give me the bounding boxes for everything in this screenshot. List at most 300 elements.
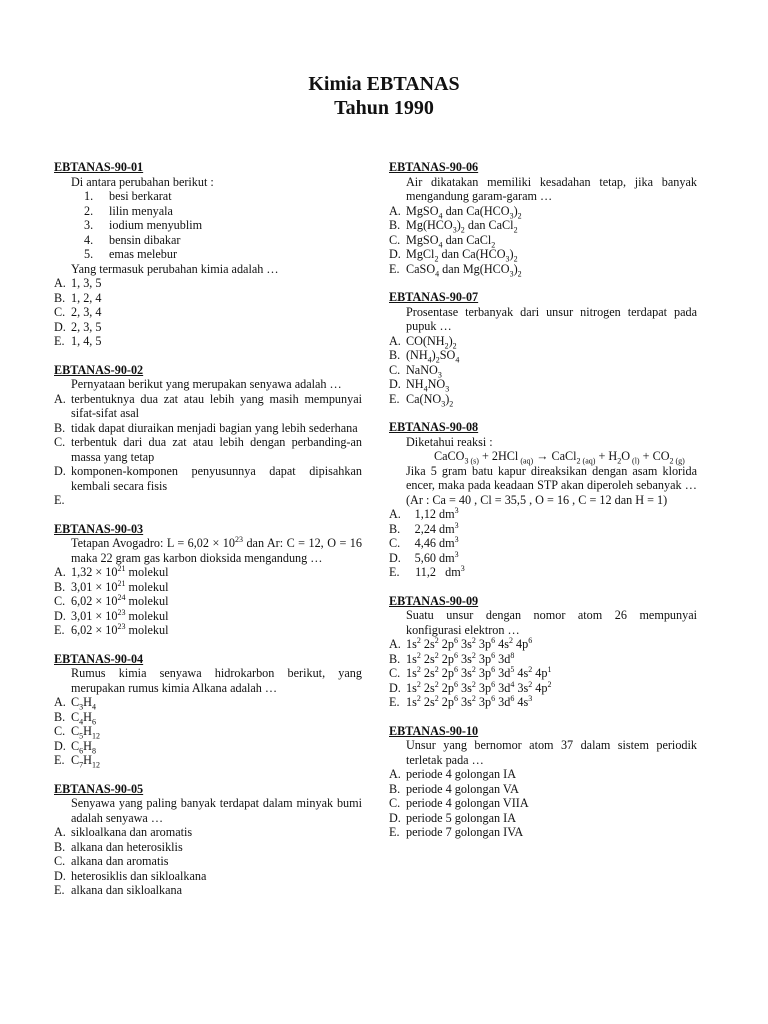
- item-number: 4.: [84, 232, 94, 247]
- item-number: 1.: [84, 189, 94, 203]
- option-text: 2, 3, 5: [71, 319, 102, 334]
- option-letter: D.: [54, 868, 66, 883]
- exponent: 24: [117, 592, 126, 602]
- electron-count: 2: [471, 650, 476, 660]
- option-a: [54, 276, 362, 291]
- option-unit: dm: [439, 536, 455, 550]
- question-stem: Rumus kimia senyawa hidrokarbon berikut, yang merupakan rumus kimia Alkana adalah …: [71, 666, 362, 695]
- question-id: EBTANAS-90-08: [389, 420, 479, 434]
- formula-part: ): [456, 218, 461, 232]
- subscript: 12: [91, 760, 100, 770]
- question-id: EBTANAS-90-06: [389, 160, 479, 174]
- subscript: 6: [91, 716, 96, 726]
- question-05: [54, 782, 362, 898]
- option-a: [389, 334, 697, 349]
- option-c: [54, 435, 362, 464]
- option-d: [389, 377, 697, 392]
- formula-part: CaCl: [551, 449, 577, 463]
- option-mantissa: 1,32 × 10: [71, 565, 118, 579]
- option-letter: E.: [389, 391, 400, 406]
- question-stem: Senyawa yang paling banyak terdapat dalam minyak bumi adalah senyawa …: [71, 796, 362, 825]
- subscript: 2: [491, 239, 496, 249]
- option-letter: B.: [54, 290, 66, 305]
- orbital: 2p: [441, 680, 454, 695]
- option-letter: E.: [389, 261, 400, 276]
- orbital: 3p: [478, 651, 492, 666]
- list-item: [84, 204, 362, 219]
- conjunction: dan: [442, 232, 467, 247]
- orbital: 4p: [516, 637, 529, 651]
- electron-count: 6: [491, 635, 496, 645]
- subscript: 4: [435, 268, 440, 278]
- option-text: 1, 3, 5: [71, 276, 102, 290]
- conjunction: dan: [439, 261, 463, 276]
- option-a: [54, 695, 362, 710]
- formula-part: 2HCl: [491, 449, 519, 463]
- orbital: 3s: [461, 651, 472, 666]
- electron-count: 4: [510, 679, 515, 689]
- orbital: 3s: [461, 695, 472, 709]
- orbital: 2s: [423, 695, 435, 709]
- orbital: 3p: [478, 637, 492, 651]
- electron-count: 2: [434, 664, 439, 674]
- subscript: 2: [517, 268, 522, 278]
- electron-count: 2: [471, 693, 476, 703]
- electron-count: 3: [528, 693, 533, 703]
- option-letter: D.: [54, 738, 66, 753]
- option-letter: B.: [54, 709, 66, 724]
- option-letter: A.: [389, 333, 401, 348]
- electron-count: 6: [528, 635, 533, 645]
- option-b: [389, 218, 697, 233]
- option-b: [54, 840, 362, 855]
- orbital: 1s: [406, 637, 417, 651]
- orbital: 4p: [535, 680, 548, 695]
- orbital: 2s: [423, 666, 435, 680]
- item-number: 3.: [84, 218, 94, 232]
- subscript: 3: [509, 210, 514, 220]
- option-a: [389, 204, 697, 219]
- conjunction: dan: [442, 203, 467, 218]
- option-unit: molekul: [125, 608, 169, 623]
- question-prompt: Jika 5 gram batu kapur direaksikan dengan asam klorida encer, maka pada keadaan STP akan diperoleh sebanyak … (Ar : Ca = 40 , Cl = 35,5 , O = 16 , C = 12 dan H = 1): [406, 463, 697, 507]
- orbital: 3s: [461, 666, 472, 680]
- option-b: [54, 291, 362, 306]
- option-b: [389, 782, 697, 797]
- question-id: EBTANAS-90-05: [54, 781, 144, 796]
- formula-part: Mg: [406, 218, 423, 232]
- option-letter: D.: [389, 550, 401, 565]
- option-mantissa: 3,01 × 10: [71, 608, 118, 623]
- orbital: 3d: [498, 651, 511, 666]
- phase: (s): [468, 456, 479, 466]
- electron-count: 2: [434, 650, 439, 660]
- subscript: 3: [437, 369, 442, 379]
- option-text: alkana dan heterosiklis: [71, 839, 183, 854]
- orbital: 2s: [423, 637, 435, 651]
- option-letter: C.: [54, 594, 66, 608]
- option-text: komponen-komponen penyusunnya dapat dipisahkan kembali secara fisis: [71, 464, 362, 493]
- question-stem: Air dikatakan memiliki kesadahan tetap, jika banyak mengandung garam-garam …: [406, 174, 697, 203]
- reaction-arrow: →: [533, 449, 552, 463]
- option-letter: E.: [389, 825, 400, 839]
- subscript: 2: [460, 225, 465, 235]
- exponent: 3: [454, 505, 459, 515]
- orbital: 2p: [441, 695, 454, 709]
- subscript: 7: [79, 760, 84, 770]
- formula-part: CO: [652, 449, 670, 463]
- electron-count: 2: [416, 664, 421, 674]
- electron-count: 2: [434, 679, 439, 689]
- subscript: 4: [438, 210, 443, 220]
- formula-part: H: [83, 753, 92, 767]
- formula-part: CaCO: [434, 449, 465, 463]
- subscript: 5: [79, 731, 84, 741]
- option-letter: B.: [389, 348, 401, 362]
- option-letter: A.: [54, 565, 66, 579]
- electron-count: 2: [528, 679, 533, 689]
- electron-count: 6: [453, 679, 458, 689]
- orbital: 4s: [517, 666, 529, 680]
- formula-part: H: [83, 695, 92, 709]
- formula-part: H: [83, 724, 92, 738]
- option-unit: molekul: [125, 594, 169, 608]
- option-a: [54, 565, 362, 580]
- formula-part: Ca(NO: [406, 391, 442, 406]
- exponent: 23: [117, 621, 126, 631]
- subscript: 3: [505, 254, 510, 264]
- formula-part: Ca: [466, 203, 480, 218]
- option-letter: B.: [389, 521, 401, 536]
- option-letter: C.: [54, 435, 66, 449]
- question-id: EBTANAS-90-01: [54, 160, 144, 174]
- option-d: [54, 609, 362, 624]
- option-a: [389, 767, 697, 782]
- option-b: [389, 522, 697, 537]
- item-text: bensin dibakar: [109, 232, 181, 247]
- option-text: periode 4 golongan VIIA: [406, 796, 529, 810]
- orbital: 3p: [478, 666, 492, 680]
- subscript: 6: [79, 745, 84, 755]
- phase: (g): [673, 456, 685, 466]
- option-letter: C.: [389, 666, 401, 680]
- formula-part: CaCl: [466, 232, 492, 247]
- option-e: [54, 623, 362, 638]
- option-e: [54, 753, 362, 768]
- option-letter: E.: [54, 753, 65, 767]
- subscript: 2: [513, 254, 518, 264]
- subscript: 12: [91, 731, 100, 741]
- orbital: 1s: [406, 695, 417, 709]
- item-text: emas melebur: [109, 247, 178, 261]
- option-d: [54, 739, 362, 754]
- subscript: 3: [79, 702, 84, 712]
- option-b: [389, 652, 697, 667]
- orbital: 4s: [498, 637, 509, 651]
- stem-part: dan Ar: C = 12, O = 16 maka 22 gram gas karbon dioksida mengandung …: [71, 536, 362, 565]
- option-d: [389, 551, 697, 566]
- question-id: EBTANAS-90-07: [389, 290, 479, 304]
- option-letter: C.: [54, 724, 66, 738]
- option-text: heterosiklis dan sikloalkana: [71, 868, 207, 883]
- conjunction: dan: [464, 218, 489, 232]
- option-a: [389, 507, 697, 522]
- list-item: [84, 218, 362, 233]
- electron-config-options: [389, 637, 697, 710]
- formula-part: MgCl: [406, 247, 435, 261]
- option-text: periode 4 golongan IA: [406, 767, 516, 781]
- conjunction: dan: [438, 247, 463, 261]
- formula-part: O: [621, 449, 631, 463]
- option-letter: E.: [54, 883, 65, 897]
- option-letter: B.: [54, 420, 66, 435]
- formula-part: (HCO: [422, 218, 453, 232]
- subscript: 2: [517, 210, 522, 220]
- orbital: 4s: [517, 695, 529, 709]
- formula-part: ): [513, 203, 518, 218]
- option-c: [54, 724, 362, 739]
- option-e: [389, 262, 697, 277]
- subscript: 4: [79, 716, 84, 726]
- question-id: EBTANAS-90-10: [389, 723, 479, 738]
- orbital: 3s: [517, 680, 529, 695]
- subscript: 3: [464, 456, 469, 466]
- electron-count: 2: [416, 650, 421, 660]
- option-text: sikloalkana dan aromatis: [71, 825, 193, 839]
- formula-part: C: [71, 695, 80, 709]
- orbital: 3p: [478, 695, 492, 709]
- electron-count: 8: [510, 650, 515, 660]
- option-d: [389, 681, 697, 696]
- electron-count: 2: [471, 679, 476, 689]
- phase: (l): [630, 456, 640, 466]
- option-e: [54, 883, 362, 898]
- right-column: [389, 160, 697, 854]
- option-b: [54, 710, 362, 725]
- electron-count: 2: [471, 664, 476, 674]
- option-c: [389, 536, 697, 551]
- option-mantissa: 6,02 × 10: [71, 594, 118, 608]
- subscript: 2: [435, 355, 440, 365]
- electron-count: 2: [416, 635, 421, 645]
- option-unit: dm: [445, 565, 461, 579]
- formula-part: MgSO: [406, 232, 439, 247]
- option-letter: A.: [389, 203, 401, 218]
- formula-part: Mg: [462, 261, 480, 276]
- option-text: tidak dapat diuraikan menjadi bagian yang lebih sederhana: [71, 420, 358, 435]
- electron-count: 6: [453, 650, 458, 660]
- option-e: [389, 565, 697, 580]
- option-letter: A.: [389, 767, 401, 781]
- option-value: 4,46: [414, 536, 436, 550]
- electron-count: 6: [453, 664, 458, 674]
- option-mantissa: 6,02 × 10: [71, 623, 118, 637]
- subscript: 2: [452, 340, 457, 350]
- question-id: EBTANAS-90-03: [54, 521, 144, 536]
- question-02: [54, 363, 362, 508]
- electron-count: 6: [510, 693, 515, 703]
- option-d: [54, 869, 362, 884]
- option-text: 2, 3, 4: [71, 305, 102, 319]
- question-01: [54, 160, 362, 349]
- option-e: [389, 392, 697, 407]
- formula-part: NaNO: [406, 362, 438, 377]
- formula-part: C: [71, 738, 80, 753]
- question-stem: Unsur yang bernomor atom 37 dalam sistem periodik terletak pada …: [406, 738, 697, 767]
- orbital: 2p: [441, 651, 454, 666]
- option-c: [389, 666, 697, 681]
- phase: (aq): [580, 456, 596, 466]
- option-letter: A.: [54, 391, 66, 406]
- subscript: 2: [444, 340, 449, 350]
- option-c: [54, 854, 362, 869]
- option-unit: dm: [439, 521, 455, 536]
- electron-count: 6: [491, 664, 496, 674]
- formula-part: (HCO: [479, 261, 510, 276]
- option-b: [389, 348, 697, 363]
- plus: +: [478, 449, 492, 463]
- option-text: alkana dan aromatis: [71, 854, 169, 868]
- item-number: 5.: [84, 247, 94, 261]
- option-e: [389, 695, 697, 710]
- item-number: 2.: [84, 203, 94, 218]
- option-unit: dm: [439, 507, 455, 521]
- orbital: 2s: [423, 680, 435, 695]
- electron-count: 1: [547, 664, 552, 674]
- item-text: besi berkarat: [109, 189, 172, 203]
- subscript: 8: [91, 745, 96, 755]
- option-letter: C.: [389, 796, 401, 810]
- option-letter: B.: [389, 651, 401, 666]
- option-letter: D.: [54, 319, 66, 334]
- electron-count: 6: [453, 693, 458, 703]
- exponent: 21: [117, 578, 126, 588]
- question-09: [389, 594, 697, 710]
- phase: (aq): [518, 456, 534, 466]
- option-mantissa: 3,01 × 10: [71, 579, 118, 594]
- option-d: [389, 247, 697, 262]
- orbital: 4p: [535, 666, 548, 680]
- formula-part: H: [608, 449, 618, 463]
- question-04: [54, 652, 362, 768]
- option-letter: B.: [54, 839, 66, 854]
- question-06: [389, 160, 697, 276]
- subscript: 3: [509, 268, 514, 278]
- question-stem: Pernyataan berikut yang merupakan senyawa adalah …: [71, 377, 342, 391]
- question-stem: [71, 536, 362, 565]
- option-c: [54, 305, 362, 320]
- exponent: 23: [235, 534, 243, 544]
- electron-count: 2: [508, 635, 513, 645]
- subscript: 4: [91, 702, 96, 712]
- option-value: 5,60: [414, 550, 436, 565]
- option-letter: D.: [389, 680, 401, 695]
- option-a: [54, 825, 362, 840]
- option-letter: C.: [54, 305, 66, 319]
- formula-part: H: [83, 709, 92, 724]
- option-unit: dm: [439, 550, 455, 565]
- page-subtitle: Tahun 1990: [334, 97, 434, 119]
- option-value: 2,24: [414, 521, 436, 536]
- electron-count: 6: [491, 650, 496, 660]
- orbital: 1s: [406, 680, 417, 695]
- electron-count: 6: [453, 635, 458, 645]
- option-letter: D.: [54, 608, 66, 623]
- exponent: 3: [454, 534, 459, 544]
- electron-count: 6: [491, 679, 496, 689]
- orbital: 3p: [478, 680, 492, 695]
- option-value: 1,12: [414, 507, 436, 521]
- orbital: 3d: [498, 680, 511, 695]
- exponent: 23: [117, 607, 126, 617]
- electron-count: 5: [510, 664, 515, 674]
- option-letter: E.: [389, 695, 400, 709]
- electron-count: 2: [434, 693, 439, 703]
- subscript: 4: [455, 355, 460, 365]
- orbital: 3d: [498, 666, 511, 680]
- exponent: 21: [117, 563, 126, 573]
- plus: +: [639, 449, 653, 463]
- formula-part: CaCl: [488, 218, 514, 232]
- formula-part: Ca: [462, 247, 476, 261]
- formula-part: C: [71, 724, 80, 738]
- stem-part: Tetapan Avogadro: L = 6,02 × 10: [71, 536, 235, 550]
- option-value: 11,2: [415, 565, 436, 579]
- subscript: 3: [445, 384, 450, 394]
- orbital: 1s: [406, 651, 417, 666]
- subscript: 4: [423, 384, 428, 394]
- option-d: [389, 811, 697, 826]
- option-text: terbentuknya dua zat atau lebih yang masih mempunyai sifat-sifat asal: [71, 391, 362, 420]
- subscript: 2: [617, 456, 622, 466]
- subscript: 2: [434, 254, 439, 264]
- electron-count: 6: [491, 693, 496, 703]
- option-letter: D.: [389, 377, 401, 391]
- subscript: 4: [438, 239, 443, 249]
- option-unit: molekul: [125, 565, 169, 579]
- option-letter: E.: [389, 565, 400, 579]
- electron-count: 2: [416, 693, 421, 703]
- electron-count: 2: [416, 679, 421, 689]
- question-10: [389, 724, 697, 840]
- option-letter: A.: [54, 695, 66, 709]
- orbital: 2p: [441, 637, 454, 651]
- subscript: 2: [513, 225, 518, 235]
- question-id: EBTANAS-90-04: [54, 651, 144, 666]
- orbital: 1s: [406, 666, 417, 680]
- formula-part: C: [71, 709, 80, 724]
- option-c: [389, 796, 697, 811]
- option-letter: D.: [389, 247, 401, 261]
- formula-part: H: [83, 738, 92, 753]
- exponent: 3: [460, 563, 465, 573]
- formula-part: MgSO: [406, 203, 439, 218]
- option-letter: B.: [389, 781, 401, 796]
- subscript: 2: [669, 456, 674, 466]
- option-letter: A.: [389, 637, 401, 651]
- option-letter: C.: [389, 362, 401, 377]
- formula-part: NH: [406, 377, 424, 391]
- formula-part: ): [431, 348, 436, 362]
- option-letter: E.: [54, 493, 65, 507]
- exponent: 3: [454, 549, 459, 559]
- electron-count: 2: [547, 679, 552, 689]
- formula-part: C: [71, 753, 80, 767]
- option-d: [54, 320, 362, 335]
- option-text: periode 7 golongan IVA: [406, 825, 524, 839]
- option-letter: A.: [389, 507, 401, 521]
- option-letter: A.: [54, 825, 66, 839]
